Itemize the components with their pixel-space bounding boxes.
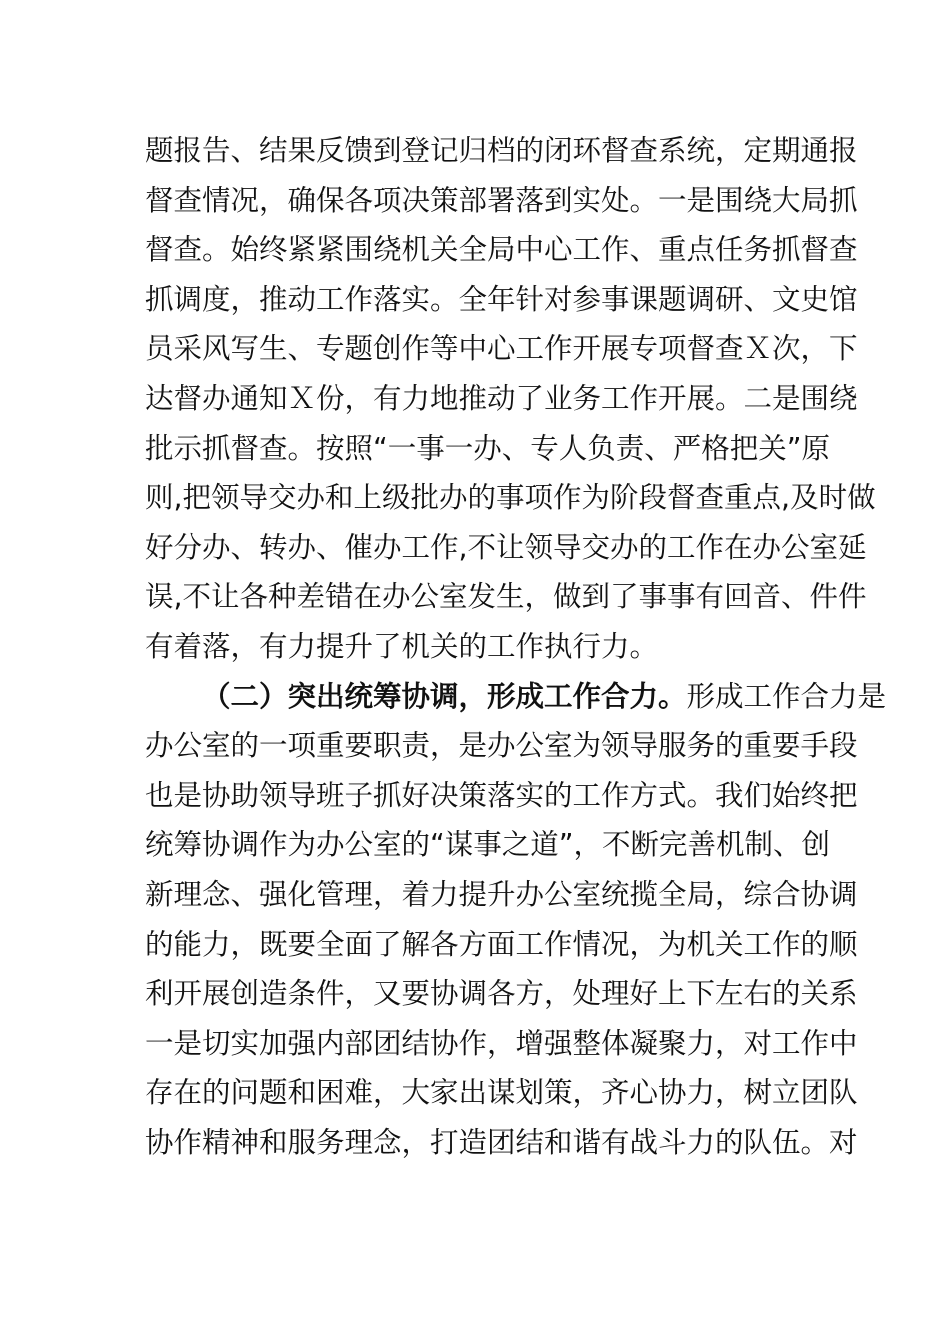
text-line-first [145, 672, 887, 722]
text-line: 督查。始终紧紧围绕机关全局中心工作、重点任务抓督查 [145, 233, 858, 267]
text-line: 员采风写生、专题创作等中心工作开展专项督查Ｘ次，下 [145, 332, 858, 366]
text-line: 误,不让各种差错在办公室发生，做到了事事有回音、件件 [145, 580, 867, 614]
text-line: 批示抓督查。按照“一事一办、专人负责、严格把关”原 [145, 431, 831, 465]
text-line: 达督办通知Ｘ份，有力地推动了业务工作开展。二是围绕 [145, 381, 858, 415]
text-line: 抓调度，推动工作落实。全年针对参事课题调研、文史馆 [145, 282, 858, 316]
text-line: 有着落，有力提升了机关的工作执行力。 [145, 629, 659, 663]
text-line: 一是切实加强内部团结协作，增强整体凝聚力，对工作中 [145, 1026, 858, 1060]
text-line: 存在的问题和困难，大家出谋划策，齐心协力，树立团队 [145, 1076, 858, 1110]
paragraph-supervision [145, 126, 876, 672]
text-run: 形成工作合力是 [686, 679, 887, 713]
text-line: 协作精神和服务理念，打造团结和谐有战斗力的队伍。对 [145, 1125, 858, 1159]
text-line: 利开展创造条件，又要协调各方，处理好上下左右的关系 [145, 977, 858, 1011]
document-body [145, 126, 887, 1167]
text-line: 则,把领导交办和上级批办的事项作为阶段督查重点,及时做 [145, 481, 876, 515]
text-line: 新理念、强化管理，着力提升办公室统揽全局，综合协调 [145, 877, 858, 911]
text-line: 题报告、结果反馈到登记归档的闭环督查系统，定期通报 [145, 134, 858, 167]
section-heading: （二）突出统筹协调，形成工作合力。 [202, 679, 687, 713]
paragraph-coordination [145, 672, 887, 1168]
text-line: 的能力，既要全面了解各方面工作情况，为机关工作的顺 [145, 927, 858, 961]
text-line: 督查情况，确保各项决策部署落到实处。一是围绕大局抓 [145, 183, 858, 217]
text-line: 统筹协调作为办公室的“谋事之道”，不断完善机制、创 [145, 828, 831, 862]
text-line: 好分办、转办、催办工作,不让领导交办的工作在办公室延 [145, 530, 867, 564]
text-line: 也是协助领导班子抓好决策落实的工作方式。我们始终把 [145, 778, 858, 812]
text-line: 办公室的一项重要职责，是办公室为领导服务的重要手段 [145, 729, 858, 763]
